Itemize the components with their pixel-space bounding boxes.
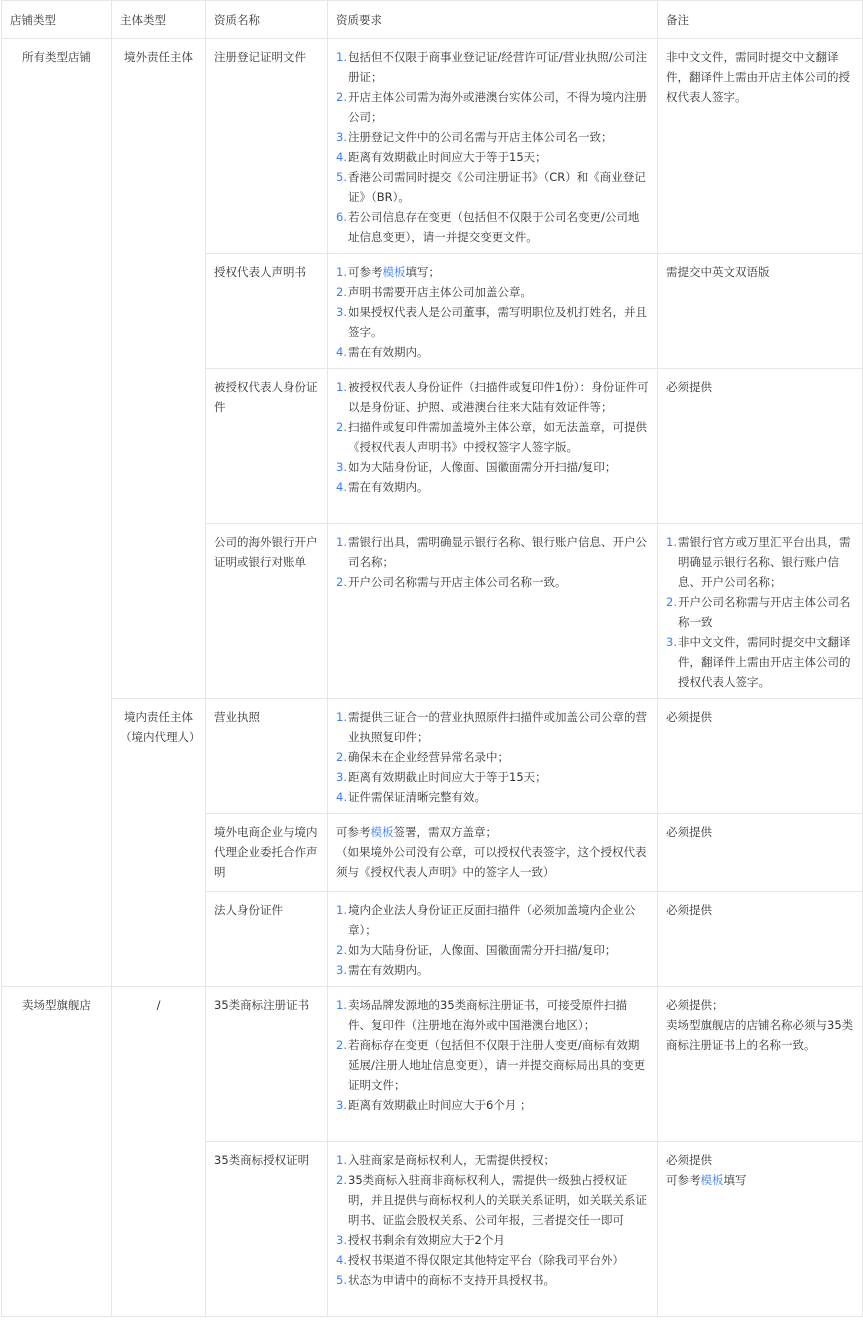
list-number: 2. bbox=[336, 943, 347, 957]
list-item-text: 需在有效期内。 bbox=[348, 480, 429, 494]
list-number: 2. bbox=[336, 575, 347, 589]
requirements-cell bbox=[328, 1142, 658, 1317]
requirements-cell bbox=[328, 892, 658, 987]
list-number: 3. bbox=[336, 305, 347, 319]
list-item-text: 如为大陆身份证，人像面、国徽面需分开扫描/复印； bbox=[348, 943, 617, 957]
requirement-list-item bbox=[336, 417, 649, 457]
list-item-text: 距离有效期截止时间应大于等于15天； bbox=[348, 770, 547, 784]
remark-paragraph: 必须提供 bbox=[666, 380, 712, 394]
requirement-list-item bbox=[336, 1250, 649, 1270]
list-item-text: 需银行官方或万里汇平台出具，需明确显示银行名称、银行账户信息、开户公司名称； bbox=[678, 535, 851, 589]
requirement-list-item bbox=[336, 1230, 649, 1250]
list-number: 3. bbox=[336, 130, 347, 144]
list-item-text: 需提供三证合一的营业执照原件扫描件或加盖公司公章的营业执照复印件； bbox=[348, 710, 647, 744]
text-segment: 签署，需双方盖章； bbox=[393, 825, 497, 839]
qualification-name-cell: 35类商标授权证明 bbox=[206, 1142, 328, 1317]
list-item-text: 状态为申请中的商标不支持开具授权书。 bbox=[348, 1273, 555, 1287]
header-requirements: 资质要求 bbox=[328, 1, 658, 39]
requirement-list bbox=[336, 995, 649, 1115]
requirement-list bbox=[336, 47, 649, 247]
shop-type-cell: 所有类型店铺 bbox=[2, 39, 112, 987]
qualification-name-cell: 法人身份证件 bbox=[206, 892, 328, 987]
list-item-text: 需在有效期内。 bbox=[348, 345, 429, 359]
requirement-list-item bbox=[336, 900, 649, 940]
header-shop-type: 店铺类型 bbox=[2, 1, 112, 39]
requirement-list-item bbox=[336, 572, 649, 592]
list-item-text: 35类商标入驻商非商标权利人，需提供一级独占授权证明，并且提供与商标权利人的关联关系证明，如关联关系证明书、证监会股权关系、公司年报，三者提交任一即可 bbox=[348, 1173, 647, 1227]
list-number: 4. bbox=[336, 480, 347, 494]
qualification-name-cell: 注册登记证明文件 bbox=[206, 39, 328, 254]
requirement-list-item bbox=[336, 207, 649, 247]
list-item-text: 被授权代表人身份证件（扫描件或复印件1份）：身份证件可以是身份证、护照、或港澳台往来大陆有效证件等； bbox=[348, 380, 649, 414]
list-number: 1. bbox=[336, 380, 347, 394]
requirement-list-item bbox=[336, 127, 649, 147]
remark-paragraph: 需提交中英文双语版 bbox=[666, 265, 770, 279]
list-item-text: 声明书需要开店主体公司加盖公章。 bbox=[348, 285, 532, 299]
shop-type-cell: 卖场型旗舰店 bbox=[2, 987, 112, 1317]
requirement-list-item bbox=[336, 1035, 649, 1095]
list-number: 2. bbox=[666, 595, 677, 609]
list-item-text: 境内企业法人身份证正反面扫描件（必须加盖境内企业公章）； bbox=[348, 903, 636, 937]
list-number: 1. bbox=[336, 1153, 347, 1167]
remark-paragraph: 必须提供 bbox=[666, 710, 712, 724]
requirement-list-item bbox=[336, 707, 649, 747]
requirement-list bbox=[336, 262, 649, 362]
remarks-cell bbox=[658, 1142, 863, 1317]
list-item-text: 确保未在企业经营异常名录中； bbox=[348, 750, 509, 764]
requirement-list-item bbox=[336, 1270, 649, 1290]
header-subject-type: 主体类型 bbox=[112, 1, 206, 39]
requirement-list-item bbox=[336, 532, 649, 572]
requirement-list-item bbox=[336, 302, 649, 342]
qualification-table bbox=[1, 0, 863, 1317]
requirement-list-item bbox=[336, 147, 649, 167]
list-number: 4. bbox=[336, 1253, 347, 1267]
requirement-list-item bbox=[336, 457, 649, 477]
remark-paragraph: 必须提供 bbox=[666, 1153, 712, 1167]
list-item-text: 如果授权代表人是公司董事，需写明职位及机打姓名，并且签字。 bbox=[348, 305, 647, 339]
list-number: 4. bbox=[336, 150, 347, 164]
requirement-list-item bbox=[336, 940, 649, 960]
qualification-name-cell: 35类商标注册证书 bbox=[206, 987, 328, 1142]
list-item-text: 如为大陆身份证，人像面、国徽面需分开扫描/复印； bbox=[348, 460, 617, 474]
header-qualification-name: 资质名称 bbox=[206, 1, 328, 39]
list-number: 2. bbox=[336, 420, 347, 434]
list-item-text: 证件需保证清晰完整有效。 bbox=[348, 790, 486, 804]
list-item-text: 需银行出具，需明确显示银行名称、银行账户信息、开户公司名称； bbox=[348, 535, 647, 569]
list-number: 1. bbox=[336, 998, 347, 1012]
list-number: 4. bbox=[336, 790, 347, 804]
requirement-list-item bbox=[336, 87, 649, 127]
table-row bbox=[2, 39, 863, 254]
requirement-list bbox=[336, 1150, 649, 1290]
list-number: 2. bbox=[336, 90, 347, 104]
qualification-name-cell: 境外电商企业与境内代理企业委托合作声明 bbox=[206, 814, 328, 892]
list-item-text: 授权书剩余有效期应大于2个月 bbox=[348, 1233, 505, 1247]
requirements-cell bbox=[328, 39, 658, 254]
list-number: 2. bbox=[336, 1038, 347, 1052]
remark-paragraph: 非中文文件，需同时提交中文翻译件，翻译件上需由开店主体公司的授权代表人签字。 bbox=[666, 50, 850, 104]
table-row bbox=[2, 699, 863, 814]
text-segment: 可参考 bbox=[666, 1173, 701, 1187]
remark-paragraph: 必须提供 bbox=[666, 825, 712, 839]
requirement-list-item bbox=[336, 377, 649, 417]
list-item-text: 授权书渠道不得仅限定其他特定平台（除我司平台外） bbox=[348, 1253, 624, 1267]
list-number: 1. bbox=[336, 903, 347, 917]
requirements-cell bbox=[328, 254, 658, 369]
remarks-cell bbox=[658, 892, 863, 987]
template-link[interactable]: 模板 bbox=[700, 1173, 724, 1187]
remark-paragraph: 卖场型旗舰店的店铺名称必须与35类商标注册证书上的名称一致。 bbox=[666, 1018, 854, 1052]
list-item-text: 非中文文件，需同时提交中文翻译件，翻译件上需由开店主体公司的授权代表人签字。 bbox=[678, 635, 851, 689]
requirement-list bbox=[336, 900, 649, 980]
list-item-text bbox=[348, 262, 649, 282]
table-row bbox=[2, 987, 863, 1142]
qualification-name-cell: 被授权代表人身份证件 bbox=[206, 369, 328, 524]
remarks-cell bbox=[658, 987, 863, 1142]
requirement-list-item bbox=[336, 960, 649, 980]
requirement-list bbox=[336, 707, 649, 807]
list-item-text: 卖场品牌发源地的35类商标注册证书，可接受原件扫描件、复印件（注册地在海外或中国港澳台地区）； bbox=[348, 998, 628, 1032]
requirement-list-item bbox=[336, 1095, 649, 1115]
list-number: 5. bbox=[336, 170, 347, 184]
list-item-text: 注册登记文件中的公司名需与开店主体公司名一致； bbox=[348, 130, 613, 144]
requirement-list-item bbox=[336, 262, 649, 282]
list-item-text: 包括但不仅限于商事业登记证/经营许可证/营业执照/公司注册证； bbox=[348, 50, 648, 84]
header-remarks: 备注 bbox=[658, 1, 863, 39]
list-number: 3. bbox=[666, 635, 677, 649]
list-item-text: 需在有效期内。 bbox=[348, 963, 429, 977]
list-number: 6. bbox=[336, 210, 347, 224]
qualification-name-cell: 营业执照 bbox=[206, 699, 328, 814]
requirement-list-item bbox=[336, 747, 649, 767]
list-number: 2. bbox=[336, 1173, 347, 1187]
remark-paragraph: 必须提供 bbox=[666, 903, 712, 917]
list-item-text: 开店主体公司需为海外或港澳台实体公司，不得为境内注册公司； bbox=[348, 90, 647, 124]
list-item-text: 若公司信息存在变更（包括但不仅限于公司名变更/公司地址信息变更），请一并提交变更文件。 bbox=[348, 210, 640, 244]
list-number: 2. bbox=[336, 750, 347, 764]
requirements-cell bbox=[328, 699, 658, 814]
remark-list bbox=[666, 532, 854, 692]
subject-type-cell: 境内责任主体（境内代理人） bbox=[112, 699, 206, 987]
text-segment: 填写； bbox=[405, 265, 440, 279]
list-number: 1. bbox=[336, 50, 347, 64]
remarks-cell bbox=[658, 39, 863, 254]
qualification-name-cell: 授权代表人声明书 bbox=[206, 254, 328, 369]
requirement-paragraph: （如果境外公司没有公章，可以授权代表签字，这个授权代表须与《授权代表人声明》中的签字人一致） bbox=[336, 845, 647, 879]
subject-type-cell: / bbox=[112, 987, 206, 1317]
list-item-text: 开户公司名称需与开店主体公司名称一致。 bbox=[348, 575, 567, 589]
requirement-list-item bbox=[336, 787, 649, 807]
subject-type-cell: 境外责任主体 bbox=[112, 39, 206, 699]
list-number: 3. bbox=[336, 460, 347, 474]
list-item-text: 入驻商家是商标权利人，无需提供授权； bbox=[348, 1153, 555, 1167]
requirement-list-item bbox=[336, 282, 649, 302]
requirement-list-item bbox=[336, 1170, 649, 1230]
requirement-list bbox=[336, 377, 649, 497]
requirement-paragraph bbox=[336, 822, 649, 842]
requirements-cell bbox=[328, 524, 658, 699]
requirement-list-item bbox=[336, 167, 649, 207]
template-link[interactable]: 模板 bbox=[370, 825, 394, 839]
list-number: 1. bbox=[336, 535, 347, 549]
text-segment: 可参考 bbox=[348, 265, 383, 279]
qualification-name-cell: 公司的海外银行开户证明或银行对账单 bbox=[206, 524, 328, 699]
requirements-cell bbox=[328, 369, 658, 524]
list-item-text: 若商标存在变更（包括但不仅限于注册人变更/商标有效期延展/注册人地址信息变更），请一并提交商标局出具的变更证明文件； bbox=[348, 1038, 646, 1092]
requirement-list-item bbox=[336, 767, 649, 787]
list-number: 3. bbox=[336, 963, 347, 977]
list-number: 4. bbox=[336, 345, 347, 359]
requirement-list-item bbox=[336, 995, 649, 1035]
requirement-list bbox=[336, 532, 649, 592]
table-header-row bbox=[2, 1, 863, 39]
remarks-cell bbox=[658, 524, 863, 699]
requirement-list-item bbox=[336, 477, 649, 497]
list-number: 3. bbox=[336, 1233, 347, 1247]
list-number: 3. bbox=[336, 770, 347, 784]
text-segment: 填写 bbox=[723, 1173, 747, 1187]
remark-paragraph bbox=[666, 1170, 854, 1190]
requirements-cell bbox=[328, 987, 658, 1142]
list-number: 3. bbox=[336, 1098, 347, 1112]
list-number: 5. bbox=[336, 1273, 347, 1287]
remarks-cell bbox=[658, 254, 863, 369]
remarks-cell bbox=[658, 369, 863, 524]
remarks-cell bbox=[658, 699, 863, 814]
list-number: 1. bbox=[336, 265, 347, 279]
remarks-cell bbox=[658, 814, 863, 892]
remark-list-item bbox=[666, 532, 854, 592]
template-link[interactable]: 模板 bbox=[382, 265, 406, 279]
list-item-text: 距离有效期截止时间应大于等于15天； bbox=[348, 150, 547, 164]
list-number: 1. bbox=[666, 535, 677, 549]
list-number: 1. bbox=[336, 710, 347, 724]
list-number: 2. bbox=[336, 285, 347, 299]
requirement-list-item bbox=[336, 342, 649, 362]
remark-paragraph: 必须提供； bbox=[666, 998, 724, 1012]
text-segment: 可参考 bbox=[336, 825, 371, 839]
list-item-text: 开户公司名称需与开店主体公司名称一致 bbox=[678, 595, 851, 629]
requirements-cell bbox=[328, 814, 658, 892]
remark-list-item bbox=[666, 632, 854, 692]
remark-list-item bbox=[666, 592, 854, 632]
list-item-text: 扫描件或复印件需加盖境外主体公章，如无法盖章，可提供《授权代表人声明书》中授权签字人签字版。 bbox=[348, 420, 647, 454]
list-item-text: 距离有效期截止时间应大于6个月 ； bbox=[348, 1098, 532, 1112]
list-item-text: 香港公司需同时提交《公司注册证书》（CR）和《商业登记证》（BR）。 bbox=[348, 170, 646, 204]
requirement-list-item bbox=[336, 47, 649, 87]
requirement-list-item bbox=[336, 1150, 649, 1170]
